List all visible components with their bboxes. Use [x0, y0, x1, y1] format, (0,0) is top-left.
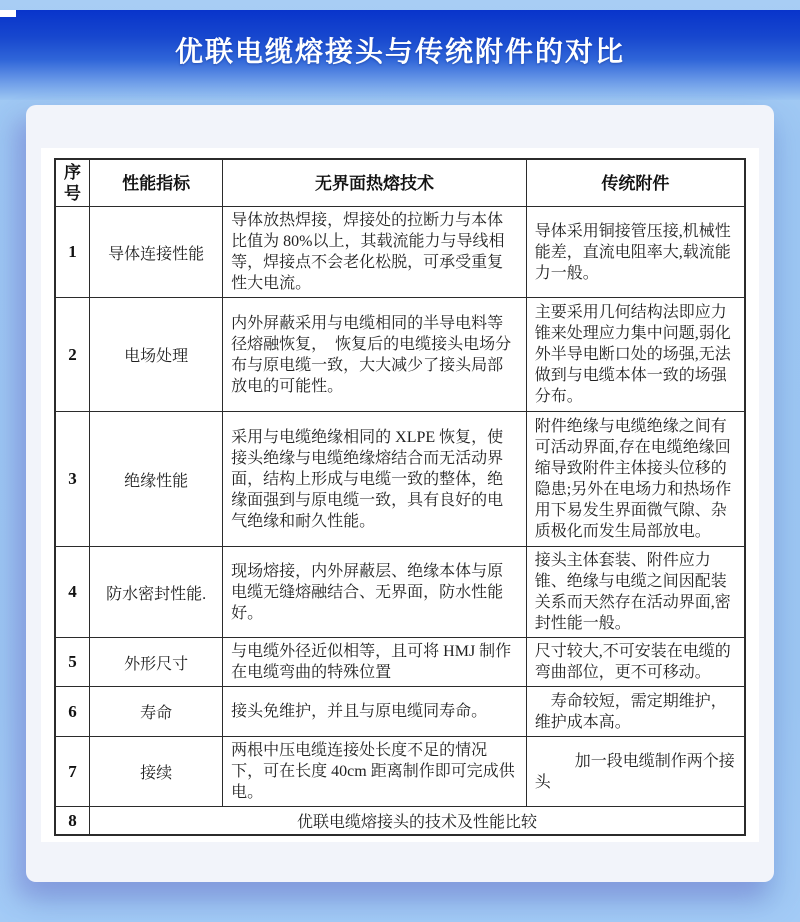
cell-indicator: 绝缘性能 — [90, 412, 223, 547]
header-indicator: 性能指标 — [90, 159, 223, 207]
cell-no: 6 — [55, 687, 90, 737]
cell-traditional: 附件绝缘与电缆绝缘之间有可活动界面,存在电缆绝缘回缩导致附件主体接头位移的隐患;另外在电场力和热场作用下易发生界面微气隙、杂质极化而发生局部放电。 — [526, 412, 745, 547]
cell-no: 1 — [55, 207, 90, 298]
cell-no: 5 — [55, 638, 90, 687]
table-footer-row — [55, 807, 745, 836]
cell-no: 2 — [55, 298, 90, 412]
cell-traditional: 主要采用几何结构法即应力锥来处理应力集中问题,弱化外半导电断口处的场强,无法做到与电缆本体一致的场强分布。 — [526, 298, 745, 412]
header-index: 序号 — [55, 159, 90, 207]
table-row — [55, 638, 745, 687]
title-banner — [0, 10, 800, 100]
header-fusion-tech: 无界面热熔技术 — [223, 159, 527, 207]
cell-traditional: 尺寸较大,不可安装在电缆的弯曲部位，更不可移动。 — [526, 638, 745, 687]
cell-traditional: 导体采用铜接管压接,机械性能差，直流电阻率大,载流能力一般。 — [526, 207, 745, 298]
cell-traditional: 加一段电缆制作两个接头 — [526, 737, 745, 807]
table-row — [55, 737, 745, 807]
table-row — [55, 687, 745, 737]
cell-no: 4 — [55, 547, 90, 638]
table-row — [55, 547, 745, 638]
cell-fusion: 接头免维护，并且与原电缆同寿命。 — [223, 687, 527, 737]
cell-no: 3 — [55, 412, 90, 547]
table-row — [55, 298, 745, 412]
comparison-table — [54, 158, 746, 836]
table-sheet — [41, 148, 759, 842]
table-row — [55, 412, 745, 547]
cell-indicator: 导体连接性能 — [90, 207, 223, 298]
cell-no: 8 — [55, 807, 90, 836]
page-title: 优联电缆熔接头与传统附件的对比 — [174, 36, 625, 67]
content-card — [26, 105, 774, 882]
cell-indicator: 寿命 — [90, 687, 223, 737]
header-traditional: 传统附件 — [526, 159, 745, 207]
cell-footer-text: 优联电缆熔接头的技术及性能比较 — [90, 807, 746, 836]
cell-fusion: 两根中压电缆连接处长度不足的情况下，可在长度 40cm 距离制作即可完成供电。 — [223, 737, 527, 807]
cell-fusion: 与电缆外径近似相等，且可将 HMJ 制作在电缆弯曲的特殊位置 — [223, 638, 527, 687]
cell-indicator: 电场处理 — [90, 298, 223, 412]
table-header-row — [55, 159, 745, 207]
cell-fusion: 现场熔接，内外屏蔽层、绝缘本体与原电缆无缝熔融结合、无界面，防水性能好。 — [223, 547, 527, 638]
cell-traditional: 接头主体套装、附件应力锥、绝缘与电缆之间因配装关系而天然存在活动界面,密封性能一般。 — [526, 547, 745, 638]
cell-indicator: 接续 — [90, 737, 223, 807]
cell-indicator: 外形尺寸 — [90, 638, 223, 687]
cell-fusion: 采用与电缆绝缘相同的 XLPE 恢复，使接头绝缘与电缆绝缘熔结合而无活动界面，结构上形成与电缆一致的整体，绝缘面强到与原电缆一致，具有良好的电气绝缘和耐久性能。 — [223, 412, 527, 547]
page-top-notch — [0, 10, 16, 17]
cell-indicator: 防水密封性能. — [90, 547, 223, 638]
cell-fusion: 导体放热焊接，焊接处的拉断力与本体比值为 80%以上，其载流能力与导线相等，焊接点不会老化松脱，可承受重复性大电流。 — [223, 207, 527, 298]
table-row — [55, 207, 745, 298]
cell-traditional: 寿命较短，需定期维护，维护成本高。 — [526, 687, 745, 737]
cell-no: 7 — [55, 737, 90, 807]
cell-fusion: 内外屏蔽采用与电缆相同的半导电料等径熔融恢复， 恢复后的电缆接头电场分布与原电缆一致，大大减少了接头局部放电的可能性。 — [223, 298, 527, 412]
